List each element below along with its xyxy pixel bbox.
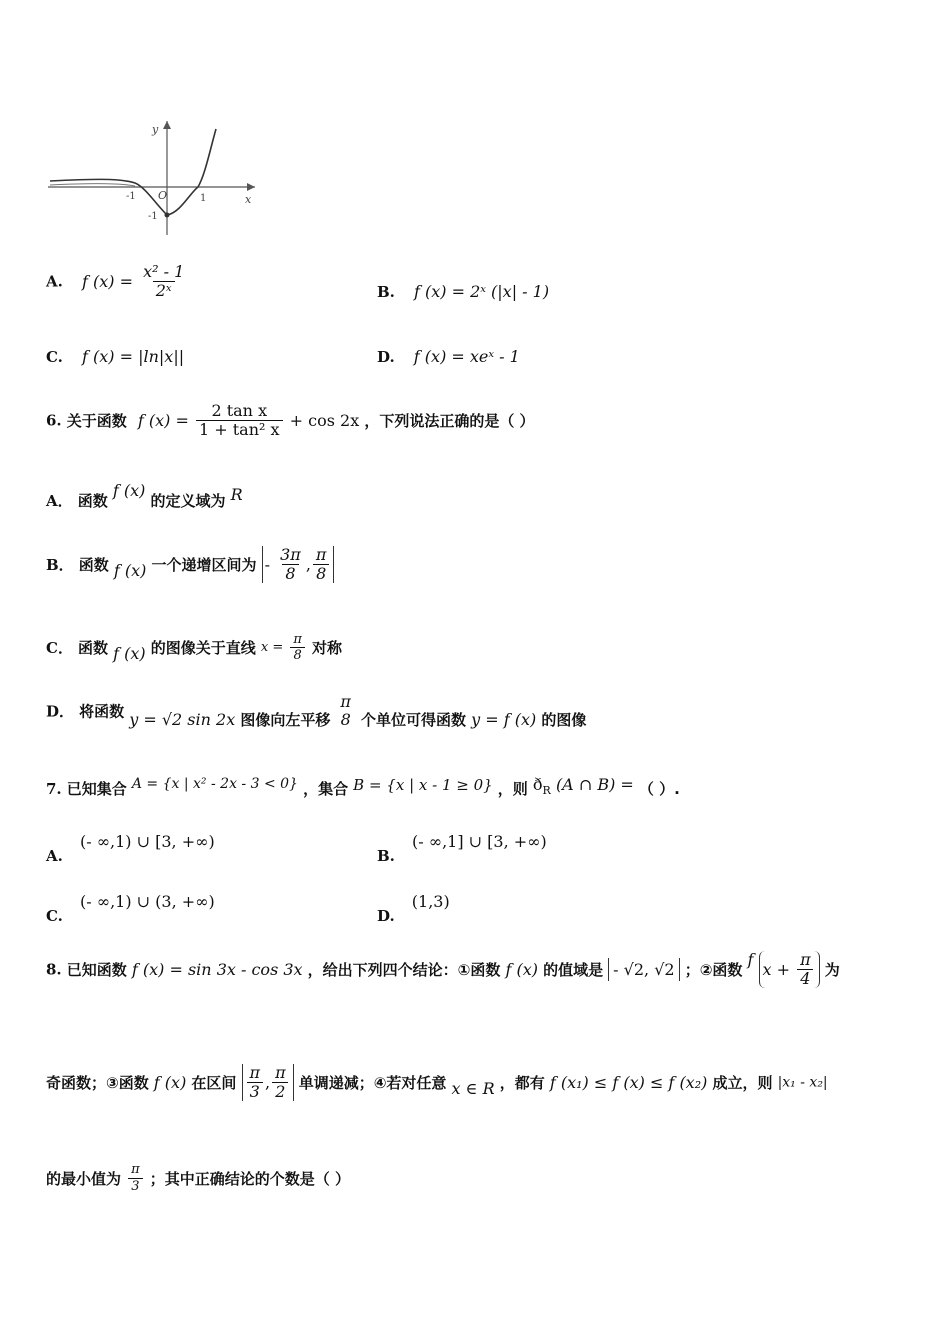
question-text: ，给出下列四个结论：①函数: [307, 961, 501, 979]
numerator: π: [340, 692, 351, 711]
question-text: 已知函数: [66, 961, 127, 979]
q5-option-b: [377, 282, 549, 301]
q8-line-3: [46, 1162, 350, 1195]
option-text: 函数: [78, 556, 109, 574]
question-text: ，集合: [303, 780, 349, 798]
math-expr: f (x): [505, 960, 538, 979]
denominator: 8: [340, 710, 351, 729]
set-b: B = {x | x - 1 ≥ 0}: [353, 776, 493, 794]
numerator: π: [315, 545, 327, 564]
option-expr: (1,3): [411, 892, 450, 911]
option-expr: f (x) =: [81, 272, 133, 291]
math-expr: f (x): [153, 1073, 187, 1092]
fraction: [247, 1064, 264, 1101]
option-text: 函数: [77, 492, 108, 510]
option-text: 的图像关于直线: [150, 639, 256, 657]
numerator: π: [249, 1063, 261, 1082]
denominator: 8: [313, 564, 329, 583]
x-tick-pos1: 1: [200, 193, 207, 204]
q6-option-b: [46, 546, 334, 583]
math-expr: R: [230, 485, 243, 504]
denominator: 2: [272, 1082, 288, 1101]
math-expr: y = f (x): [471, 709, 537, 729]
option-label: A．: [46, 492, 73, 510]
question-text: 的值域是: [543, 961, 604, 979]
option-text: 将函数: [79, 702, 125, 721]
range-interval: - √2, √2: [608, 958, 679, 981]
question-text: 奇函数；③函数: [46, 1074, 149, 1092]
curve: [50, 129, 216, 215]
neg-sign: -: [264, 555, 271, 574]
math-expr: f (x): [113, 644, 146, 663]
math-expr: f (x): [112, 481, 146, 500]
q7-option-b: [377, 832, 547, 865]
denominator: 8: [282, 564, 298, 583]
q5-option-c: [46, 347, 184, 366]
numerator: π: [275, 1063, 286, 1082]
fraction: [277, 546, 304, 583]
option-text: 的定义域为: [150, 492, 226, 510]
question-text: 的最小值为: [46, 1170, 122, 1188]
option-label: B.: [377, 847, 395, 865]
q8-line-2: [46, 1064, 828, 1101]
fraction: [313, 546, 330, 583]
option-label: C．: [46, 639, 73, 657]
y-intercept-point: [165, 213, 170, 218]
question-text: ，则: [497, 780, 528, 798]
numerator: π: [131, 1162, 140, 1177]
q7-stem: [46, 775, 680, 799]
math-expr: (A ∩ B) =: [555, 775, 634, 794]
option-label: C.: [46, 907, 63, 925]
complement-symbol: ð: [532, 775, 543, 794]
option-expr: (- ∞,1) ∪ [3, +∞): [79, 832, 215, 851]
q7-option-c: [46, 892, 215, 925]
numerator: π: [800, 950, 811, 969]
curve-shadow: [50, 184, 135, 186]
option-label: B.: [377, 283, 395, 301]
question-text: 为: [824, 961, 840, 979]
option-expr: f (x) = 2ˣ (|x| - 1): [414, 282, 550, 301]
fraction: [196, 402, 283, 439]
complement-subscript: R: [542, 784, 551, 797]
x-tick-neg1: -1: [126, 191, 136, 202]
math-expr: x +: [762, 960, 791, 979]
question-text: 关于函数: [66, 412, 127, 430]
option-text: 函数: [78, 639, 109, 657]
option-label: C.: [46, 348, 63, 366]
option-expr: f (x) = xeˣ - 1: [413, 347, 520, 366]
y-tick-neg1: -1: [148, 211, 158, 222]
math-expr: y = √2 sin 2x: [129, 709, 236, 729]
q6-option-c: [46, 632, 342, 663]
question-text: 已知集合: [66, 780, 127, 798]
numerator: π: [293, 632, 302, 647]
question-number: 6.: [46, 411, 62, 430]
paren-group: [759, 951, 820, 988]
question-text: 在区间: [191, 1074, 237, 1092]
question-text: ，都有: [499, 1074, 545, 1092]
origin-label: O: [158, 189, 168, 202]
interval-bracket: $\frac{\pi}{3}$ , $\frac{\pi}{2}$: [242, 1064, 294, 1101]
question-text: 成立，则: [712, 1074, 773, 1092]
question-text: ，下列说法正确的是（ ）: [364, 412, 535, 430]
math-expr: x =: [260, 640, 284, 655]
math-expr: + cos 2x: [289, 411, 360, 430]
option-text: 图像向左平移: [240, 710, 331, 729]
x-axis-label: x: [245, 193, 252, 206]
q6-stem: [46, 402, 535, 439]
interval-bracket: - $\frac{3\pi}{8}$ , $\frac{\pi}{8}$: [262, 546, 335, 583]
math-expr: f (x) =: [137, 411, 189, 430]
option-expr: (- ∞,1) ∪ (3, +∞): [80, 892, 215, 911]
option-text: 一个递增区间为: [151, 556, 257, 574]
math-expr: f (x): [113, 561, 147, 580]
fraction: [272, 1064, 289, 1101]
option-text: 对称: [311, 639, 342, 657]
question-text: ；②函数: [684, 961, 743, 979]
question-number: 7.: [46, 780, 62, 798]
numerator: 3π: [280, 545, 301, 564]
function-graph: [40, 115, 270, 245]
y-axis-label: y: [152, 123, 159, 136]
numerator: x² - 1: [143, 262, 185, 281]
denominator: 3: [128, 1178, 142, 1195]
question-number: 8.: [46, 960, 62, 979]
fraction: [797, 951, 814, 988]
denominator: 4: [797, 969, 813, 988]
option-expr: (- ∞,1] ∪ [3, +∞): [412, 832, 547, 851]
math-expr: |x₁ - x₂|: [777, 1074, 828, 1091]
set-a: A = {x | x² - 2x - 3 < 0}: [131, 776, 298, 792]
numerator: 2 tan x: [211, 401, 268, 420]
option-label: D.: [377, 907, 395, 925]
fraction: [290, 632, 305, 663]
option-expr: f (x) = |ln|x||: [82, 347, 185, 366]
denominator: 3: [247, 1082, 263, 1101]
math-expr: f: [747, 950, 754, 969]
option-text: 的图像: [541, 710, 587, 729]
option-label: A.: [46, 272, 63, 291]
math-expr: f (x) = sin 3x - cos 3x: [131, 960, 303, 979]
math-expr: f (x₁) ≤ f (x) ≤ f (x₂): [549, 1073, 708, 1092]
option-label: D.: [377, 348, 395, 366]
question-text: 单调递减；④若对任意: [298, 1074, 447, 1092]
q5-option-a: [46, 263, 189, 300]
fraction: [128, 1162, 143, 1195]
q7-option-a: [46, 832, 215, 865]
question-text: （ ）.: [638, 780, 680, 798]
q6-option-d: [46, 693, 586, 729]
math-expr: x ∈ R: [451, 1079, 495, 1098]
fraction: [337, 693, 354, 729]
q6-option-a: [46, 481, 243, 511]
option-text: 个单位可得函数: [361, 710, 467, 729]
y-axis-arrow: [163, 121, 171, 129]
denominator: 2ˣ: [153, 281, 175, 300]
fraction: [140, 263, 187, 300]
x-axis-arrow: [247, 183, 255, 191]
q7-option-d: [377, 892, 450, 925]
denominator: 1 + tan² x: [196, 420, 283, 439]
q5-option-d: [377, 347, 520, 366]
option-label: A.: [46, 847, 63, 865]
question-text: ；其中正确结论的个数是（ ）: [149, 1170, 350, 1188]
option-label: B．: [46, 556, 74, 574]
option-label: D．: [46, 702, 75, 721]
q8-line-1: [46, 951, 840, 988]
denominator: 8: [290, 647, 304, 663]
